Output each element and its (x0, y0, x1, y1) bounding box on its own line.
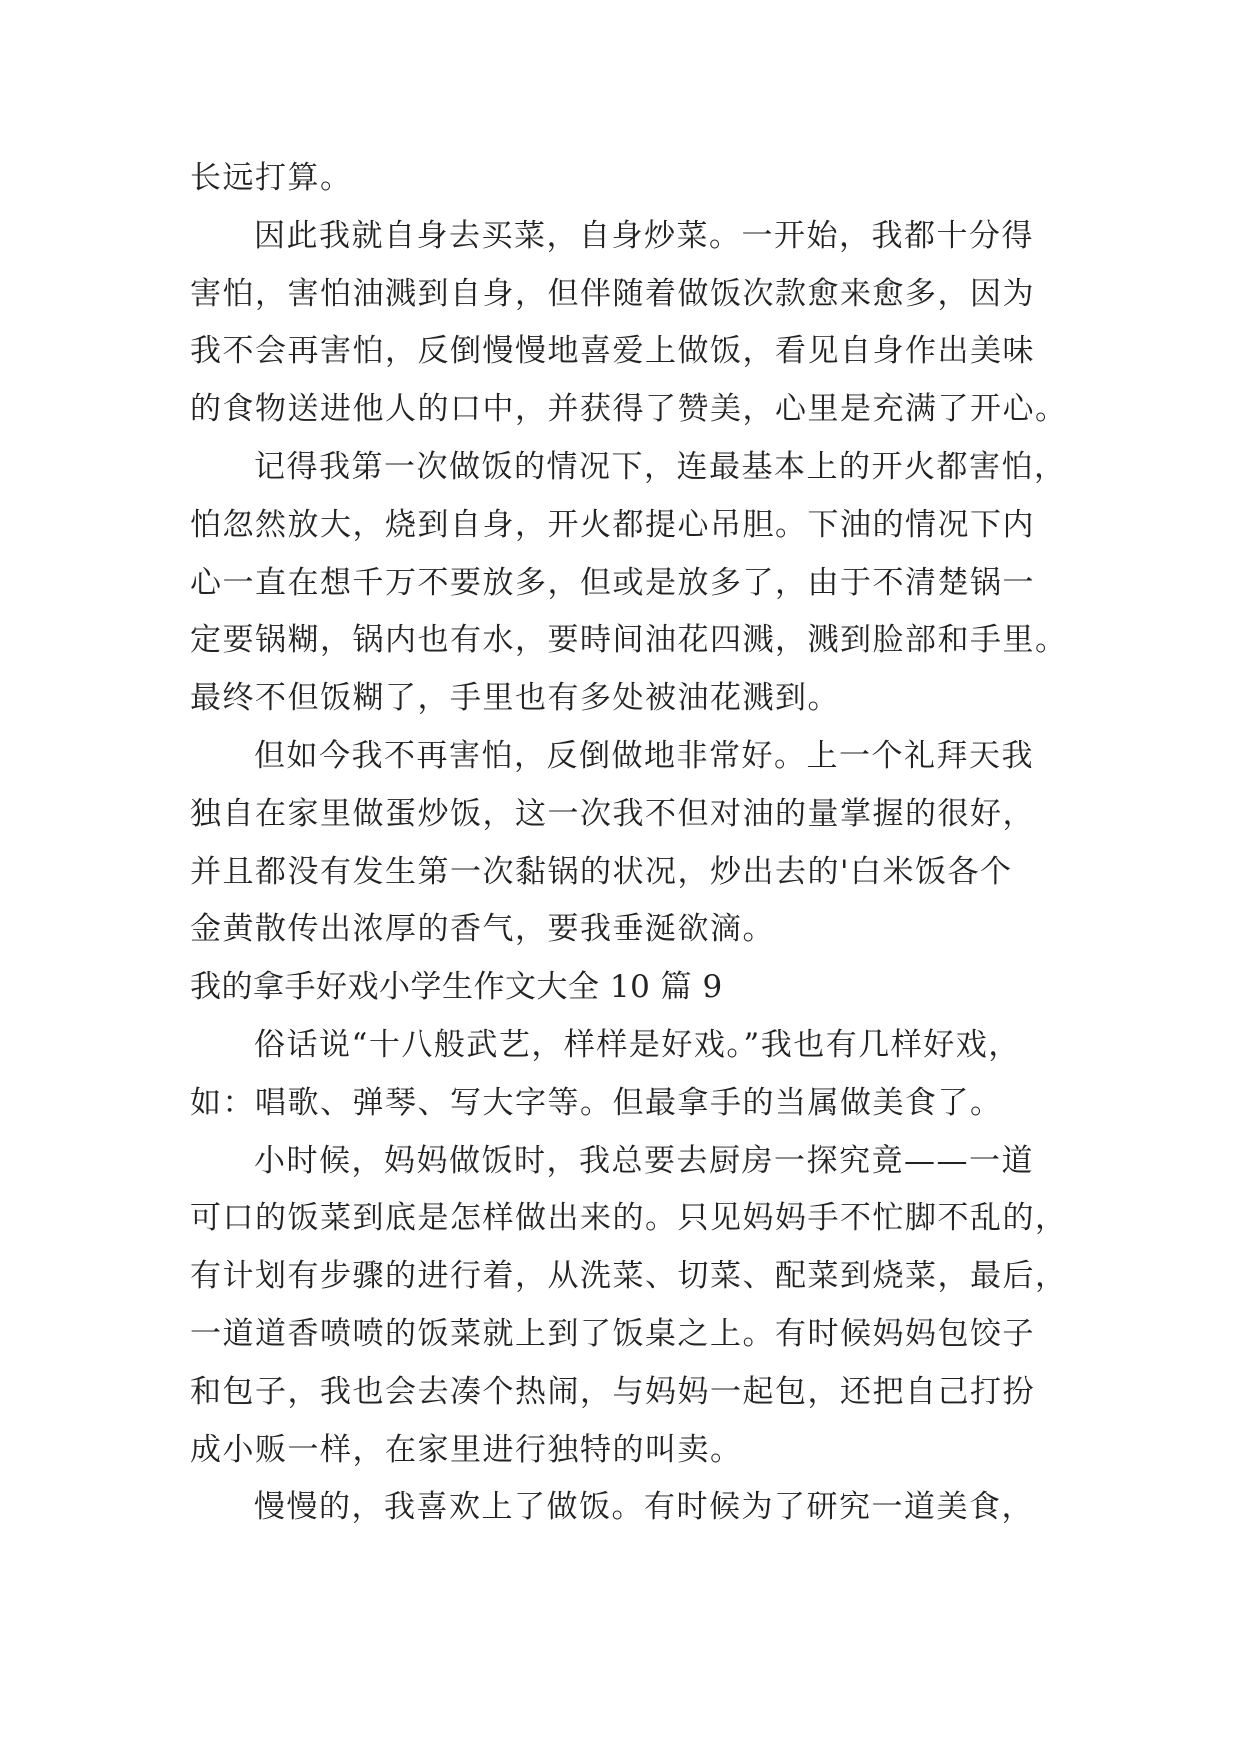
text-line: 定要锅糊，锅内也有水，要時间油花四溅，溅到脸部和手里。 (190, 622, 1068, 659)
text-line: 害怕，害怕油溅到自身，但伴随着做饭次款愈来愈多，因为 (190, 275, 1035, 312)
paragraph-start-line: 记得我第一次做饭的情况下，连最基本上的开火都害怕， (254, 448, 1067, 485)
text-line: 心一直在想千万不要放多，但或是放多了，由于不清楚锅一 (190, 564, 1035, 601)
text-line: 一道道香喷喷的饭菜就上到了饭桌之上。有时候妈妈包饺子 (190, 1315, 1035, 1352)
text-line: 独自在家里做蛋炒饭，这一次我不但对油的量掌握的很好， (190, 795, 1035, 832)
section-heading: 我的拿手好戏小学生作文大全 10 篇 9 (190, 969, 723, 1006)
text-line: 并且都没有发生第一次黏锅的状况，炒出去的'白米饭各个 (190, 853, 1013, 890)
text-line: 长远打算。 (190, 160, 353, 196)
text-line: 最终不但饭糊了，手里也有多处被油花溅到。 (190, 680, 840, 717)
paragraph-start-line: 但如今我不再害怕，反倒做地非常好。上一个礼拜天我 (254, 737, 1034, 774)
text-line: 有计划有步骤的进行着，从洗菜、切菜、配菜到烧菜，最后， (190, 1258, 1068, 1295)
text-line: 可口的饭菜到底是怎样做出来的。只见妈妈手不忙脚不乱的， (190, 1200, 1068, 1237)
paragraph-start-line: 小时候，妈妈做饭时，我总要去厨房一探究竟——一道 (254, 1142, 1034, 1179)
text-line: 和包子，我也会去凑个热闹，与妈妈一起包，还把自己打扮 (190, 1373, 1035, 1410)
document-page (190, 150, 1068, 1537)
text-line: 成小贩一样，在家里进行独特的叫卖。 (190, 1431, 743, 1468)
text-line: 如：唱歌、弹琴、写大字等。但最拿手的当属做美食了。 (190, 1084, 1003, 1121)
text-line: 怕忽然放大，烧到自身，开火都提心吊胆。下油的情况下内 (190, 506, 1035, 543)
paragraph-start-line: 慢慢的，我喜欢上了做饭。有时候为了研究一道美食， (254, 1489, 1034, 1526)
text-line: 的食物送进他人的口中，并获得了赞美，心里是充满了开心。 (190, 391, 1068, 428)
paragraph-start-line: 俗话说“十八般武艺，样样是好戏。”我也有几样好戏， (254, 1026, 1021, 1063)
text-line: 我不会再害怕，反倒慢慢地喜爱上做饭，看见自身作出美味 (190, 333, 1035, 370)
paragraph-start-line: 因此我就自身去买菜，自身炒菜。一开始，我都十分得 (254, 217, 1034, 254)
text-line: 金黄散传出浓厚的香气，要我垂涎欲滴。 (190, 911, 775, 948)
